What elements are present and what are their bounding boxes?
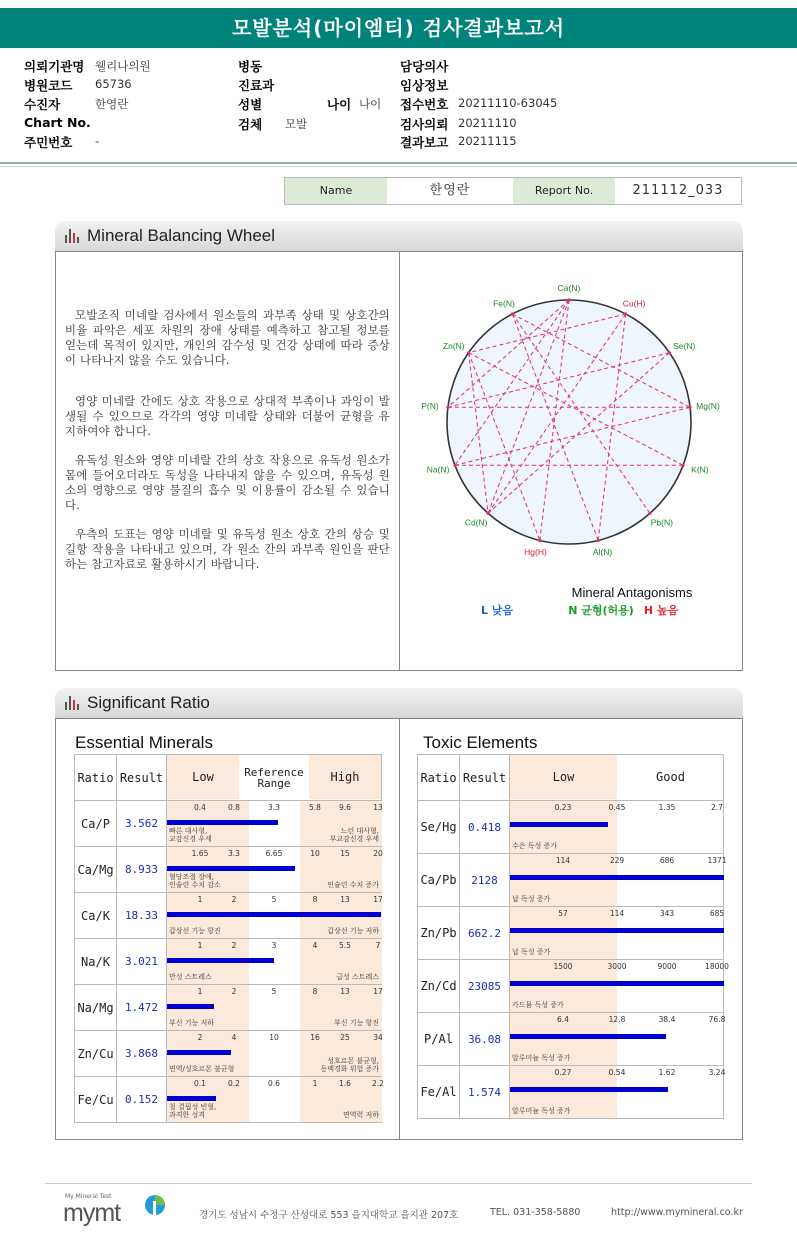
tick-label: 57: [558, 909, 568, 918]
tick-label: 685: [709, 909, 725, 918]
ratio-name: Se/Hg: [418, 801, 460, 854]
info-label: 수진자: [24, 97, 61, 112]
low-note: 카드뮴 독성 증가: [512, 1001, 564, 1009]
graph-area: [510, 1013, 726, 1065]
tick-label: 0.1: [194, 1079, 206, 1088]
wheel-node-label: Cu(H): [622, 298, 646, 309]
wheel-node-dot: [689, 406, 692, 409]
result-header: Result: [117, 755, 167, 801]
wheel-svg: [400, 252, 742, 670]
tick-label: 2: [231, 941, 237, 950]
tick-label: 3.24: [708, 1068, 726, 1077]
tick-label: 17: [373, 987, 383, 996]
table-row: [75, 939, 382, 985]
graph-area: [510, 907, 723, 959]
info-value: 웰리나의원: [95, 59, 151, 73]
result-bar: [510, 1087, 668, 1092]
ratio-name: Ca/Mg: [75, 847, 117, 893]
ratio-result: 1.574: [460, 1066, 510, 1119]
tick-label: 3000: [607, 962, 627, 971]
low-note: 부신 기능 저하: [169, 1019, 215, 1027]
name-value: 한영란: [429, 183, 471, 198]
ratio-name: Zn/Cu: [75, 1031, 117, 1077]
info-label: 진료과: [238, 78, 275, 93]
ratio-graph: [510, 1066, 724, 1119]
ratio-name: Fe/Al: [418, 1066, 460, 1119]
ratio-section-divider: [399, 718, 400, 1140]
wheel-node-label: Na(N): [426, 464, 450, 475]
ratio-section-title: Significant Ratio: [87, 693, 210, 712]
ratio-name: Zn/Pb: [418, 907, 460, 960]
wheel-node-dot: [446, 406, 449, 409]
table-row: [418, 1013, 724, 1066]
wheel-section-header: [55, 221, 743, 251]
ratio-name: Na/K: [75, 939, 117, 985]
low-note: 알루미늄 독성 증가: [512, 1107, 571, 1115]
bar-chart-icon: [65, 696, 81, 710]
age-label: 나이: [327, 97, 352, 112]
info-label: 검체: [238, 117, 263, 132]
tick-label: 0.27: [554, 1068, 572, 1077]
high-note: 갑상선 기능 저하: [327, 927, 379, 935]
wheel-node-label: Mg(N): [696, 400, 720, 411]
tick-label: 7: [375, 941, 381, 950]
ratio-graph: [167, 1031, 382, 1077]
essential-table: [74, 754, 382, 1123]
tick-label: 1.35: [658, 803, 676, 812]
wheel-node-dot: [538, 539, 541, 542]
result-bar: [167, 820, 278, 825]
info-value: 한영란: [95, 97, 129, 111]
description-paragraph: 영양 미네랄 간에도 상호 작용으로 상대적 부족이나 과잉이 발생될 수 있으므로 각각의 영양 미네랄 상태와 더불어 균형을 유지하여야 합니다.: [65, 394, 390, 438]
table-row: [75, 1031, 382, 1077]
graph-area: [167, 939, 381, 984]
tick-label: 5.8: [309, 803, 321, 812]
graph-header: [167, 755, 382, 801]
tick-label: 114: [609, 909, 625, 918]
tick-label: 13: [340, 987, 350, 996]
legend-item: L 낮음: [480, 604, 514, 617]
table-row: [75, 801, 382, 847]
toxic-table: [417, 754, 729, 1119]
wheel-node-dot: [597, 539, 600, 542]
footer-address: 경기도 성남시 수정구 산성대로 553 을지대학교 을지관 207호: [199, 1210, 459, 1221]
low-note: 납 독성 증가: [512, 948, 551, 956]
mineral-wheel: [400, 252, 742, 670]
tick-label: 76.8: [708, 1015, 726, 1024]
ratio-result: 0.418: [460, 801, 510, 854]
name-bar: [284, 177, 742, 205]
tick-label: 0.45: [608, 803, 626, 812]
result-header: Result: [460, 755, 510, 801]
low-header: Low: [510, 755, 617, 799]
info-divider: [0, 162, 797, 164]
graph-area: [167, 1031, 381, 1076]
table-row: [418, 907, 724, 960]
info-label: 병원코드: [24, 78, 73, 93]
tick-label: 3.3: [228, 849, 240, 858]
result-bar: [510, 1034, 666, 1039]
graph-area: [167, 985, 381, 1030]
ratio-graph: [510, 960, 729, 1013]
tick-label: 686: [659, 856, 675, 865]
tick-label: 1: [197, 941, 203, 950]
good-header: Good: [656, 770, 685, 784]
bar-chart-icon: [65, 229, 81, 243]
description-paragraph: 모발조직 미네랄 검사에서 원소들의 과부족 상태 및 상호간의 비율 파악은 세포 차원의 장애 상태를 예측하고 참고될 정보를 얻는데 목적이 있지만, 개인의 감수성 및 건강 상태에 따라 증상이 나타나지 않을 수도 있습니다.: [65, 308, 390, 367]
report-no-value: 211112_033: [632, 183, 724, 198]
ratio-result: 23085: [460, 960, 510, 1013]
tick-label: 13: [340, 895, 350, 904]
high-note: 면역력 저하: [342, 1111, 379, 1119]
wheel-node-dot: [453, 464, 456, 467]
info-label: 성별: [238, 97, 263, 112]
ratio-graph: [510, 854, 727, 907]
essential-title: Essential Minerals: [75, 733, 213, 752]
low-header: Low: [167, 755, 239, 799]
mymt-logo: [63, 1193, 173, 1228]
tick-label: 18000: [705, 962, 729, 971]
wheel-node-dot: [624, 312, 627, 315]
info-value: 65736: [95, 77, 132, 91]
tick-label: 0.6: [268, 1079, 280, 1088]
tick-label: 0.4: [194, 803, 206, 812]
tick-label: 5: [271, 895, 277, 904]
low-note: 납 독성 증가: [512, 895, 551, 903]
info-label: 의뢰기관명: [24, 59, 85, 74]
info-label: 접수번호: [400, 97, 449, 112]
tick-label: 34: [373, 1033, 383, 1042]
footer-divider: [45, 1183, 752, 1184]
ratio-graph: [510, 1013, 724, 1066]
tick-label: 3: [271, 941, 277, 950]
info-label: Chart No.: [24, 115, 91, 130]
tick-label: 0.23: [554, 803, 572, 812]
ratio-result: 8.933: [117, 847, 167, 893]
ratio-name: Fe/Cu: [75, 1077, 117, 1123]
tick-label: 1.62: [658, 1068, 676, 1077]
tick-label: 229: [609, 856, 625, 865]
info-label: 결과보고: [400, 135, 449, 150]
low-note: 빠른 대사형, 교감신경 우세: [169, 827, 212, 843]
wheel-node-label: K(N): [691, 464, 709, 475]
result-bar: [510, 822, 608, 827]
legend-item: H 높음: [643, 604, 679, 617]
report-no-label: Report No.: [513, 178, 615, 204]
ratio-name: P/Al: [418, 1013, 460, 1066]
ratio-result: 662.2: [460, 907, 510, 960]
tick-label: 9.6: [339, 803, 351, 812]
table-row: [75, 847, 382, 893]
tick-label: 4: [231, 1033, 237, 1042]
low-note: 만성 스트레스: [169, 973, 212, 981]
ratio-name: Ca/P: [75, 801, 117, 847]
ratio-result: 3.021: [117, 939, 167, 985]
info-label: 병동: [238, 59, 263, 74]
info-value: -: [95, 134, 100, 148]
low-note: 알루미늄 독성 증가: [512, 1054, 571, 1062]
low-note: 수은 독성 증가: [512, 842, 558, 850]
graph-area: [167, 801, 381, 846]
description-paragraph: 유독성 원소와 영양 미네랄 간의 상호 작용으로 유독성 원소가 몸에 들어오더라도 독성을 나타내지 않을 수 있으며, 유독성 원소의 영향으로 영양 물질의 흡수 및 이용률이 감소될 수 있습니다.: [65, 453, 390, 512]
tick-label: 5.5: [339, 941, 351, 950]
ratio-graph: [167, 893, 382, 939]
ratio-name: Na/Mg: [75, 985, 117, 1031]
wheel-node-dot: [467, 351, 470, 354]
ratio-result: 1.472: [117, 985, 167, 1031]
table-row: [75, 1077, 382, 1123]
table-row: [418, 801, 724, 854]
table-row: [418, 854, 724, 907]
ratio-result: 18.33: [117, 893, 167, 939]
reference-header: Reference Range: [244, 766, 304, 790]
tick-label: 1371: [707, 856, 727, 865]
tick-label: 1500: [553, 962, 573, 971]
logo-mark-icon: [143, 1193, 167, 1217]
ratio-graph: [167, 847, 382, 893]
tick-label: 13: [373, 803, 383, 812]
low-note: 철 결핍성 빈혈, 과격한 성격: [169, 1103, 217, 1119]
ratio-header: Ratio: [75, 755, 117, 801]
tick-label: 8: [312, 895, 318, 904]
table-row: [418, 960, 724, 1013]
ratio-header: Ratio: [418, 755, 460, 801]
table-row: [75, 985, 382, 1031]
ratio-result: 2128: [460, 854, 510, 907]
wheel-node-label: Fe(N): [493, 298, 515, 309]
ratio-section-header: [55, 688, 743, 718]
age-value: 나이: [359, 97, 382, 111]
ratio-graph: [510, 907, 724, 960]
wheel-node-label: Ca(N): [557, 283, 581, 293]
tick-label: 9000: [657, 962, 677, 971]
info-label: 임상정보: [400, 78, 449, 93]
info-divider-2: [0, 166, 797, 167]
graph-area: [510, 854, 727, 906]
tick-label: 25: [340, 1033, 350, 1042]
ratio-graph: [167, 985, 382, 1031]
tick-label: 2: [197, 1033, 203, 1042]
result-bar: [167, 912, 381, 917]
footer-url[interactable]: http://www.mymineral.co.kr: [611, 1207, 743, 1218]
tick-label: 10: [310, 849, 320, 858]
graph-area: [167, 893, 381, 938]
wheel-node-dot: [486, 512, 489, 515]
result-bar: [167, 1050, 231, 1055]
wheel-node-dot: [681, 464, 684, 467]
ratio-graph: [167, 801, 382, 847]
tick-label: 343: [659, 909, 675, 918]
wheel-node-dot: [511, 312, 514, 315]
ratio-result: 3.868: [117, 1031, 167, 1077]
footer-tel: TEL. 031-358-5880: [490, 1207, 581, 1218]
tick-label: 2.2: [372, 1079, 384, 1088]
wheel-node-label: Zn(N): [442, 340, 465, 351]
wheel-title: Mineral Antagonisms: [571, 585, 693, 600]
ratio-name: Ca/Pb: [418, 854, 460, 907]
wheel-node-dot: [648, 512, 651, 515]
wheel-node-label: Pb(N): [650, 517, 673, 528]
result-bar: [510, 875, 724, 880]
wheel-node-label: P(N): [421, 400, 439, 411]
ratio-graph: [167, 939, 382, 985]
wheel-node-label: Cd(N): [464, 517, 488, 528]
logo-tagline: My Mineral Test: [65, 1193, 112, 1200]
high-note: 성호르몬 불균형, 동맥경화 위험 증가: [320, 1057, 379, 1073]
wheel-node-dot: [567, 298, 570, 301]
low-note: 갑상선 기능 항진: [169, 927, 221, 935]
tick-label: 20: [373, 849, 383, 858]
low-note: 혈당조절 장애, 인슐린 수치 감소: [169, 873, 221, 889]
ratio-graph: [167, 1077, 382, 1123]
tick-label: 5: [271, 987, 277, 996]
tick-label: 6.4: [557, 1015, 569, 1024]
high-note: 인슐린 수치 증가: [327, 881, 379, 889]
graph-area: [510, 1066, 726, 1118]
toxic-title: Toxic Elements: [423, 733, 538, 752]
tick-label: 0.2: [228, 1079, 240, 1088]
tick-label: 15: [340, 849, 350, 858]
tick-label: 1: [197, 987, 203, 996]
ratio-name: Zn/Cd: [418, 960, 460, 1013]
result-bar: [167, 1096, 216, 1101]
tick-label: 1.6: [339, 1079, 351, 1088]
ratio-graph: [510, 801, 724, 854]
wheel-node-dot: [668, 351, 671, 354]
graph-area: [510, 801, 723, 853]
ratio-result: 3.562: [117, 801, 167, 847]
report-title: 모발분석(마이엠티) 검사결과보고서: [0, 8, 797, 48]
tick-label: 6.65: [265, 849, 283, 858]
tick-label: 10: [269, 1033, 279, 1042]
high-header: High: [309, 755, 381, 799]
info-value: 모발: [285, 117, 308, 131]
result-bar: [167, 1004, 214, 1009]
wheel-node-label: Se(N): [673, 340, 696, 351]
name-label: Name: [285, 178, 387, 204]
info-value: 20211110-63045: [458, 96, 558, 110]
tick-label: 114: [555, 856, 571, 865]
high-note: 부신 기능 항진: [333, 1019, 379, 1027]
tick-label: 17: [373, 895, 383, 904]
result-bar: [510, 981, 724, 986]
tick-label: 1.65: [191, 849, 209, 858]
tick-label: 16: [310, 1033, 320, 1042]
ratio-name: Ca/K: [75, 893, 117, 939]
description-paragraph: 우측의 도표는 영양 미네랄 및 유독성 원소 상호 간의 상승 및 길항 작용을 나타내고 있으며, 각 원소 간의 과부족 원인을 판단하는 참고자료로 활용하시기 바랍니다.: [65, 527, 390, 571]
tick-label: 38.4: [658, 1015, 676, 1024]
info-label: 주민번호: [24, 135, 73, 150]
result-bar: [510, 928, 724, 933]
ratio-result: 36.08: [460, 1013, 510, 1066]
info-label: 검사의뢰: [400, 117, 449, 132]
high-note: 느린 대사형, 부교감신경 우세: [329, 827, 379, 843]
tick-label: 3.3: [268, 803, 280, 812]
patient-info: [0, 55, 797, 160]
low-note: 면역/성호르몬 불균형: [169, 1065, 235, 1073]
table-row: [418, 1066, 724, 1119]
graph-area: [510, 960, 729, 1012]
wheel-section-title: Mineral Balancing Wheel: [87, 226, 276, 245]
table-row: [75, 893, 382, 939]
info-value: 20211110: [458, 116, 517, 130]
tick-label: 2: [231, 895, 237, 904]
tick-label: 12.8: [608, 1015, 626, 1024]
logo-wordmark: mymt: [63, 1199, 121, 1227]
tick-label: 4: [312, 941, 318, 950]
info-value: 20211115: [458, 134, 517, 148]
info-label: 담당의사: [400, 59, 449, 74]
graph-area: [167, 847, 381, 892]
ratio-result: 0.152: [117, 1077, 167, 1123]
wheel-node-label: Al(N): [592, 547, 613, 558]
result-bar: [167, 958, 274, 963]
tick-label: 8: [312, 987, 318, 996]
wheel-circle: [447, 300, 691, 544]
tick-label: 1: [312, 1079, 318, 1088]
tick-label: 2.7: [711, 803, 723, 812]
tick-label: 1: [197, 895, 203, 904]
tick-label: 0.54: [608, 1068, 626, 1077]
high-note: 급성 스트레스: [336, 973, 379, 981]
tick-label: 2: [231, 987, 237, 996]
wheel-node-label: Hg(H): [524, 547, 547, 558]
legend-item: N 균형(허용): [568, 604, 634, 617]
graph-area: [167, 1077, 384, 1122]
graph-header: [510, 755, 724, 801]
tick-label: 0.8: [228, 803, 240, 812]
result-bar: [167, 866, 295, 871]
